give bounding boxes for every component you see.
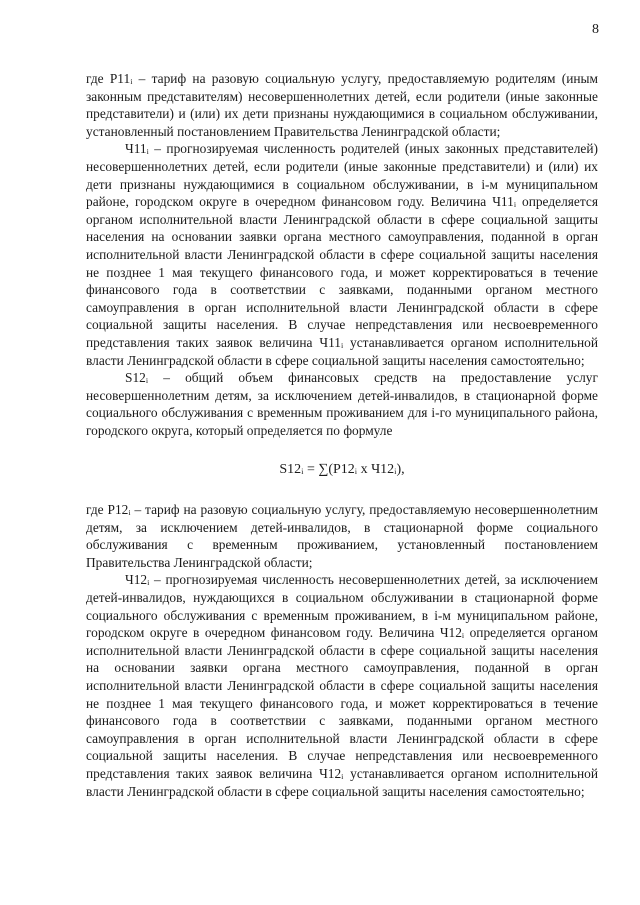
page-number: 8 bbox=[592, 22, 599, 37]
paragraph-volume-s12: S12ᵢ – общий объем финансовых средств на предоставление услуг несовершеннолетним детям, за исключением детей-инвалидов, в стационарной форме социального обслуживания с временным проживанием для i-го муниципального района, городского округа, который определяется по формуле bbox=[86, 370, 598, 438]
formula-s12: S12ᵢ = ∑(Р12ᵢ х Ч12ᵢ), bbox=[279, 462, 405, 478]
paragraph-count-ch11: Ч11ᵢ – прогнозируемая численность родителей (иных законных представителей) несовершеннолетних детей, если родители (иные законные представители) и (или) их дети признаны нуждающимися в социальном обслуживании, в i-м муниципальном районе, городском округе в очередном финансовом году. Величина Ч11ᵢ определяется органом исполнительной власти Ленинградской области в сфере социальной защиты населения на основании заявки органа местного самоуправления, поданной в орган исполнительной власти Ленинградской области в сфере социальной защиты населения не позднее 1 мая текущего финансового года, и может корректироваться в течение финансового года в соответствии с заявками, поданными органом местного самоуправления в орган исполнительной власти Ленинградской области в сфере социальной защиты населения. В случае непредставления или несвоевременного представления таких заявок величина Ч11ᵢ устанавливается органом исполнительной власти Ленинградской области в сфере социальной защиты населения самостоятельно; bbox=[86, 141, 598, 368]
document-body bbox=[86, 70, 598, 800]
paragraph-count-ch12: Ч12ᵢ – прогнозируемая численность несовершеннолетних детей, за исключением детей-инвалидов, нуждающихся в социальном обслуживании в стационарной форме социального обслуживания с временным проживанием, в i-м муниципальном районе, городском округе в очередном финансовом году. Величина Ч12ᵢ определяется органом исполнительной власти Ленинградской области в сфере социальной защиты населения на основании заявки органа местного самоуправления, поданной в орган исполнительной власти Ленинградской области в сфере социальной защиты населения не позднее 1 мая текущего финансового года, и может корректироваться в течение финансового года в соответствии с заявками, поданными органом местного самоуправления в орган исполнительной власти Ленинградской области в сфере социальной защиты населения. В случае непредставления или несвоевременного представления таких заявок величина Ч12ᵢ устанавливается органом исполнительной власти Ленинградской области в сфере социальной защиты населения самостоятельно; bbox=[86, 572, 598, 799]
paragraph-tariff-r11: где Р11ᵢ – тариф на разовую социальную услугу, предоставляемую родителям (иным законным представителям) несовершеннолетних детей, если родители (иные законные представители) и (или) их дети признаны нуждающимися в социальном обслуживании, установленный постановлением Правительства Ленинградской области; bbox=[86, 71, 598, 139]
paragraph-tariff-r12: где Р12ᵢ – тариф на разовую социальную услугу, предоставляемую несовершеннолетним детям, за исключением детей-инвалидов, в стационарной форме социального обслуживания с временным проживанием, установленный постановлением Правительства Ленинградской области; bbox=[86, 502, 598, 570]
